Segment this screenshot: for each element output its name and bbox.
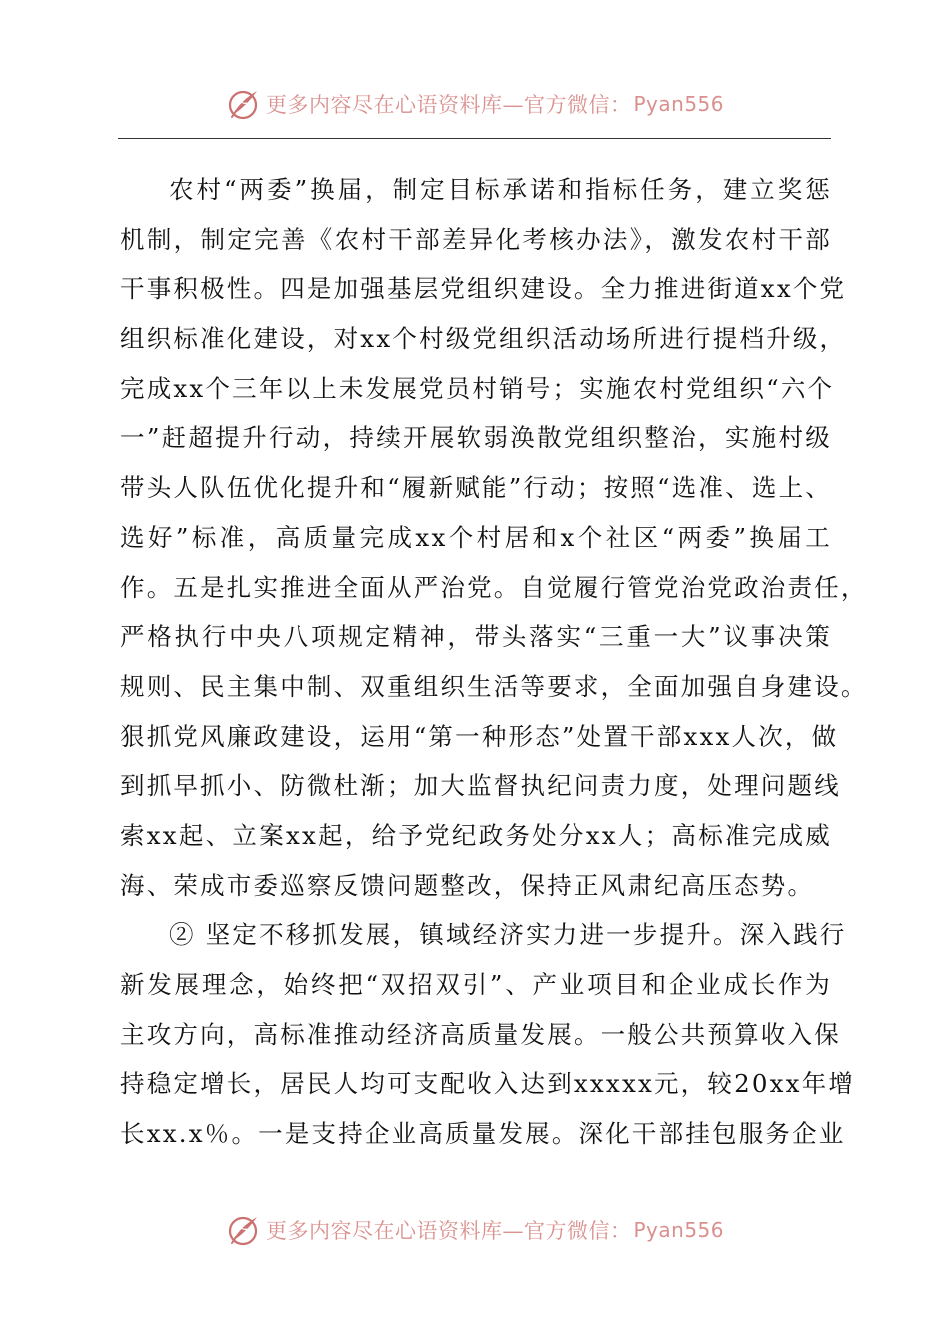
footer-watermark [0,1210,950,1250]
text-line: 组织标准化建设，对xx个村级党组织活动场所进行提档升级， [120,324,847,354]
text-line: 严格执行中央八项规定精神，带头落实“三重一大”议事决策 [120,622,832,652]
quill-logo-icon [226,86,262,122]
text-line: 新发展理念，始终把“双招双引”、产业项目和企业成长作为 [120,970,832,999]
quill-logo-icon [226,1212,262,1248]
header-watermark [0,84,950,124]
text-line: 选好”标准，高质量完成xx个村居和x个社区“两委”换届工 [120,522,832,552]
text-line: 带头人队伍优化提升和“履新赋能”行动；按照“选准、选上、 [120,473,832,503]
text-line: ② 坚定不移抓发展，镇域经济实力进一步提升。深入践行 [169,920,847,950]
text-line: 长xx.x％。一是支持企业高质量发展。深化干部挂包服务企业 [120,1119,846,1149]
paragraph-continued [120,165,868,910]
document-body [120,165,868,1159]
watermark-wechat-id: Pyan556 [633,1218,724,1242]
watermark-text: 更多内容尽在心语资料库—官方微信： [265,1219,632,1243]
text-line: 主攻方向，高标准推动经济高质量发展。一般公共预算收入保 [120,1019,841,1049]
text-line: 一”赶超提升行动，持续开展软弱涣散党组织整治，实施村级 [120,423,832,453]
text-line: 农村“两委”换届，制定目标承诺和指标任务，建立奖惩 [169,175,832,204]
text-line: 索xx起、立案xx起，给予党纪政务处分xx人；高标准完成威 [120,820,832,850]
text-line: 干事积极性。四是加强基层党组织建设。全力推进街道xx个党 [120,274,847,304]
paragraph-development [120,910,856,1158]
text-line: 机制，制定完善《农村干部差异化考核办法》，激发农村干部 [120,224,832,254]
text-line: 完成xx个三年以上未发展党员村销号；实施农村党组织“六个 [120,373,835,403]
text-line: 持稳定增长，居民人均可支配收入达到xxxxx元，较20xx年增 [120,1069,856,1099]
text-line: 狠抓党风廉政建设，运用“第一种形态”处置干部xxx人次，做 [120,721,839,751]
text-line: 海、荣成市委巡察反馈问题整改，保持正风肃纪高压态势。 [120,870,815,900]
text-line: 规则、民主集中制、双重组织生活等要求，全面加强自身建设。 [120,671,868,701]
text-line: 到抓早抓小、防微杜渐；加大监督执纪问责力度，处理问题线 [120,771,841,801]
text-line: 作。五是扎实推进全面从严治党。自觉履行管党治党政治责任， [120,572,868,602]
header-divider [118,138,831,139]
watermark-wechat-id: Pyan556 [633,92,724,116]
watermark-text: 更多内容尽在心语资料库—官方微信： [265,93,632,117]
